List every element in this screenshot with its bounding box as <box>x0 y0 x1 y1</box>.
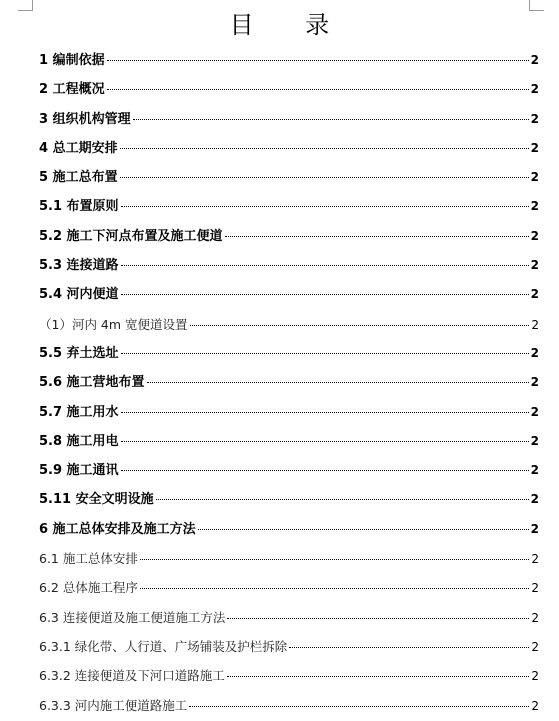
toc-dot-leader <box>225 236 529 237</box>
toc-entry-label: 1 编制依据 <box>39 53 105 68</box>
toc-entry-label: 5.4 河内便道 <box>39 287 119 303</box>
toc-entry-page-number: 2 <box>531 317 539 332</box>
toc-dot-leader <box>120 177 529 178</box>
toc-entry[interactable] <box>39 661 539 690</box>
toc-dot-leader <box>107 60 529 61</box>
toc-entry[interactable] <box>39 251 539 280</box>
toc-entry[interactable] <box>39 603 539 632</box>
toc-dot-leader <box>289 647 529 648</box>
toc-entry-label: 6.3.3 河内施工便道路施工 <box>39 697 188 713</box>
toc-entry-label: 6.1 施工总体安排 <box>39 551 138 567</box>
toc-dot-leader <box>133 119 529 120</box>
toc-entry[interactable] <box>39 163 539 192</box>
toc-entry-page-number: 2 <box>530 82 539 97</box>
toc-entry-label: 3 组织机构管理 <box>39 111 131 127</box>
toc-entry[interactable] <box>39 398 539 427</box>
toc-entry[interactable] <box>39 192 539 221</box>
toc-title: 目 录 <box>229 11 352 39</box>
toc-entry[interactable] <box>39 280 539 309</box>
toc-entry-page-number: 2 <box>530 140 539 155</box>
toc-dot-leader <box>107 89 529 90</box>
toc-entry[interactable] <box>39 544 539 573</box>
toc-dot-leader <box>120 148 529 149</box>
toc-entry-label: 5.7 施工用水 <box>39 404 119 420</box>
toc-entry-label: 5.5 弃土选址 <box>39 345 119 361</box>
toc-entry-page-number: 2 <box>531 581 539 596</box>
toc-entry-label: 2 工程概况 <box>39 82 105 98</box>
toc-entry[interactable] <box>39 573 539 602</box>
toc-dot-leader <box>121 265 529 266</box>
toc-entry-label: 5.2 施工下河点布置及施工便道 <box>39 228 223 244</box>
toc-dot-leader <box>121 470 529 471</box>
toc-entry[interactable] <box>39 515 539 544</box>
toc-entry-page-number: 2 <box>530 345 539 360</box>
toc-entry[interactable] <box>39 222 539 251</box>
table-of-contents <box>39 46 539 720</box>
toc-dot-leader <box>121 206 529 207</box>
toc-dot-leader <box>121 412 529 413</box>
toc-entry-page-number: 2 <box>530 111 539 126</box>
toc-dot-leader <box>121 441 529 442</box>
toc-dot-leader <box>121 353 529 354</box>
toc-entry-label: 6.3 连接便道及施工便道施工方法 <box>39 609 226 625</box>
toc-entry-page-number: 2 <box>531 639 539 654</box>
toc-entry-page-number: 2 <box>530 258 539 273</box>
toc-entry-label: 5.11 安全文明设施 <box>39 492 154 508</box>
toc-entry-label: 5.8 施工用电 <box>39 433 119 449</box>
toc-entry[interactable] <box>39 75 539 104</box>
toc-entry-label: 5 施工总布置 <box>39 170 118 186</box>
toc-entry-label: 5.1 布置原则 <box>39 199 119 215</box>
toc-entry-page-number: 2 <box>530 228 539 243</box>
toc-entry-page-number: 2 <box>530 521 539 536</box>
toc-entry[interactable] <box>39 691 539 720</box>
toc-dot-leader <box>189 706 529 707</box>
toc-dot-leader <box>147 382 529 383</box>
toc-entry-page-number: 2 <box>530 53 539 67</box>
toc-entry[interactable] <box>39 368 539 397</box>
toc-entry[interactable] <box>39 105 539 134</box>
toc-dot-leader <box>140 559 530 560</box>
toc-entry-label: 5.6 施工营地布置 <box>39 375 145 391</box>
toc-entry-label: 6 施工总体安排及施工方法 <box>39 521 196 537</box>
toc-dot-leader <box>227 676 530 677</box>
toc-entry[interactable] <box>39 134 539 163</box>
toc-entry[interactable] <box>39 485 539 514</box>
toc-entry[interactable] <box>39 632 539 661</box>
toc-entry-page-number: 2 <box>530 463 539 478</box>
toc-entry-page-number: 2 <box>530 404 539 419</box>
toc-dot-leader <box>227 618 529 619</box>
toc-entry-label: 4 总工期安排 <box>39 140 118 156</box>
toc-entry-page-number: 2 <box>531 669 539 684</box>
toc-entry-label: 5.3 连接道路 <box>39 258 119 274</box>
toc-entry[interactable] <box>39 46 539 75</box>
toc-entry[interactable] <box>39 310 539 339</box>
toc-entry-page-number: 2 <box>530 375 539 390</box>
toc-entry-label: 6.3.1 绿化带、人行道、广场铺装及护栏拆除 <box>39 638 288 654</box>
toc-dot-leader <box>190 325 530 326</box>
toc-dot-leader <box>140 588 530 589</box>
toc-entry-page-number: 2 <box>530 170 539 185</box>
toc-entry[interactable] <box>39 339 539 368</box>
toc-entry[interactable] <box>39 427 539 456</box>
toc-entry-label: 6.2 总体施工程序 <box>39 580 138 596</box>
toc-dot-leader <box>198 529 529 530</box>
toc-entry-label: 5.9 施工通讯 <box>39 463 119 479</box>
toc-entry-page-number: 2 <box>531 610 539 625</box>
toc-entry[interactable] <box>39 456 539 485</box>
toc-entry-page-number: 2 <box>530 492 539 507</box>
toc-dot-leader <box>121 294 529 295</box>
toc-entry-page-number: 2 <box>531 698 539 713</box>
toc-entry-label: 6.3.2 连接便道及下河口道路施工 <box>39 668 225 684</box>
toc-dot-leader <box>156 499 529 500</box>
toc-entry-page-number: 2 <box>530 199 539 214</box>
toc-entry-page-number: 2 <box>531 552 539 567</box>
toc-entry-page-number: 2 <box>530 433 539 448</box>
toc-entry-page-number: 2 <box>530 287 539 302</box>
toc-entry-label: （1）河内 4m 宽便道设置 <box>39 316 188 332</box>
